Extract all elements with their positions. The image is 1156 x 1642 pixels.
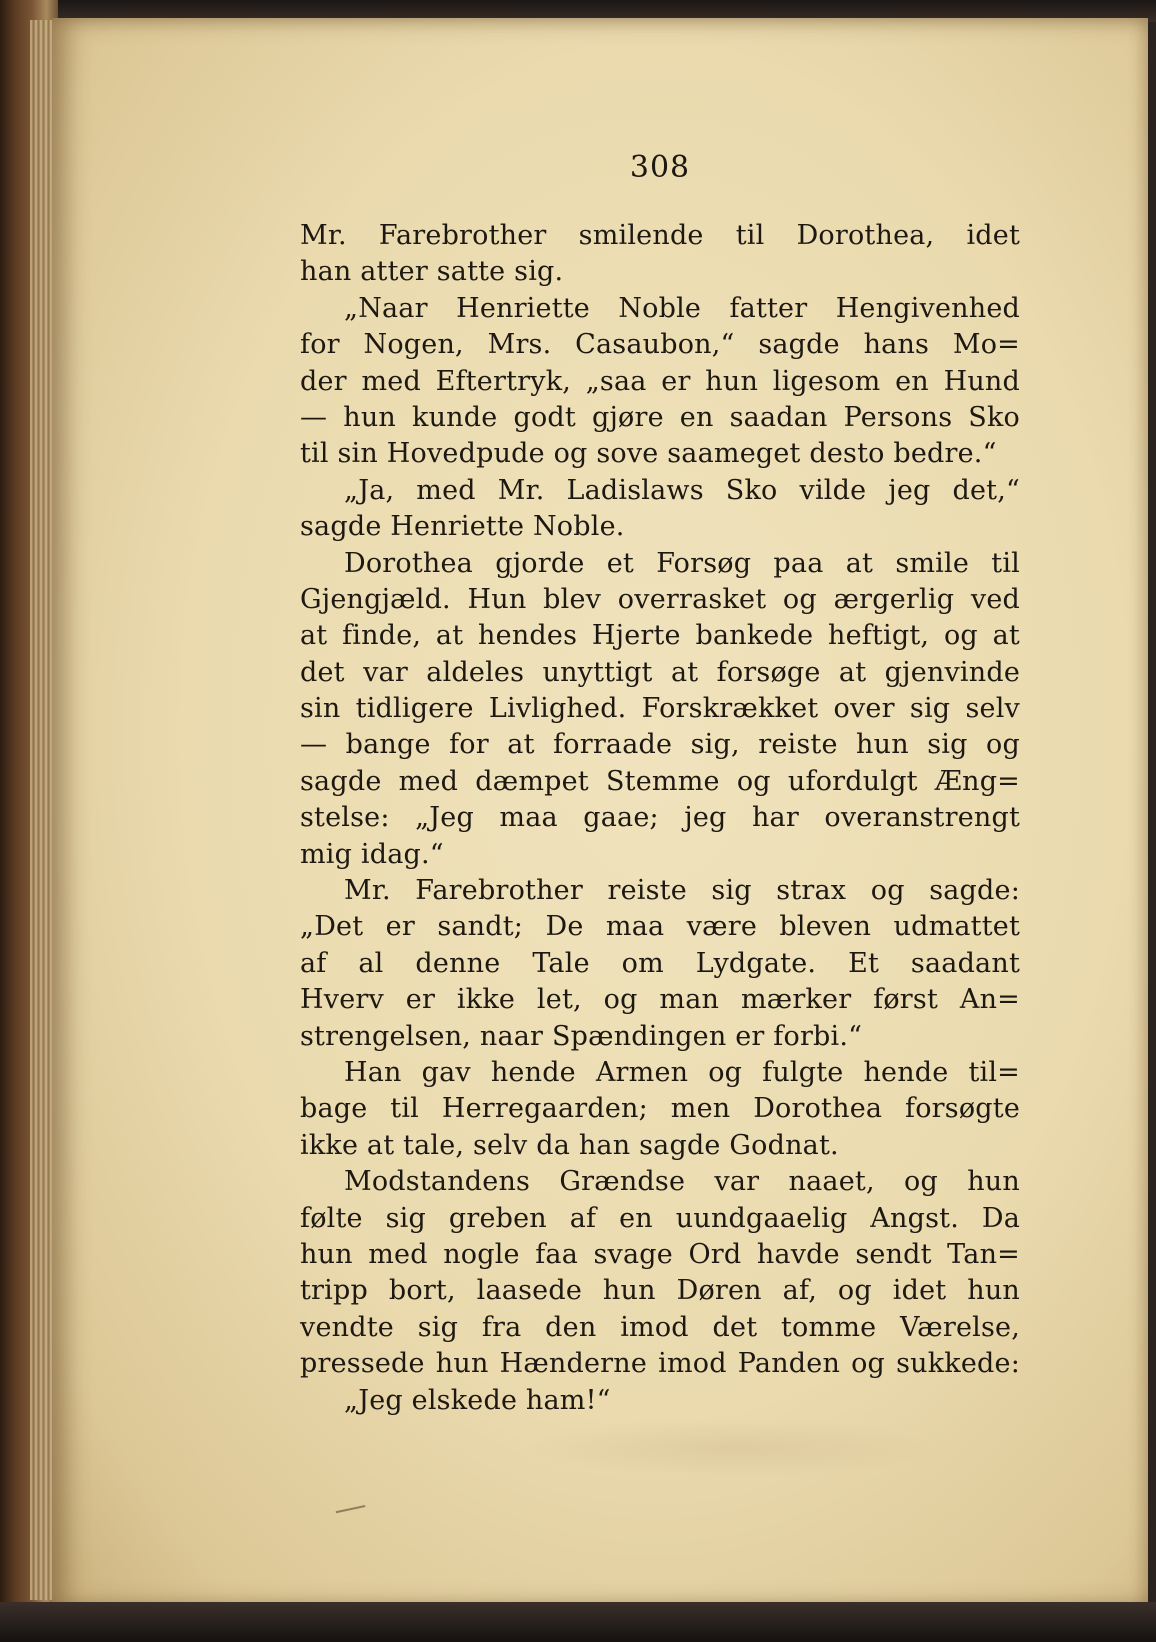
text-line: til sin Hovedpude og sove saameget desto bedre.“	[300, 438, 997, 470]
text-line: af al denne Tale om Lydgate. Et saadant	[300, 947, 1020, 979]
text-line: tripp bort, laasede hun Døren af, og idet hun	[300, 1275, 1020, 1307]
text-line: bage til Herregaarden; men Dorothea forsøgte	[300, 1093, 1020, 1125]
text-line: Mr. Farebrother reiste sig strax og sagde:	[344, 875, 1020, 907]
text-line: „Jeg elskede ham!“	[344, 1384, 611, 1416]
text-line: Dorothea gjorde et Forsøg paa at smile til	[344, 547, 1020, 579]
text-line: — bange for at forraade sig, reiste hun sig og	[300, 729, 1020, 761]
page-smudge	[522, 1418, 942, 1478]
text-line: ikke at tale, selv da han sagde Godnat.	[300, 1129, 839, 1161]
text-line: Han gav hende Armen og fulgte hende til=	[344, 1056, 1020, 1088]
text-line: sagde Henriette Noble.	[300, 511, 625, 543]
text-line: følte sig greben af en uundgaaelig Angst. Da	[300, 1202, 1020, 1234]
text-line: stelse: „Jeg maa gaae; jeg har overanstrengt	[300, 802, 1020, 834]
pencil-mark	[336, 1505, 369, 1527]
page-number: 308	[629, 150, 691, 185]
text-line: han atter satte sig.	[300, 256, 564, 288]
text-line: Mr. Farebrother smilende til Dorothea, idet	[300, 220, 1020, 251]
background-bottom-edge	[0, 1602, 1156, 1642]
text-line: Modstandens Grændse var naaet, og hun	[344, 1166, 1020, 1198]
text-line: Hverv er ikke let, og man mærker først An=	[300, 984, 1020, 1016]
text-line: — hun kunde godt gjøre en saadan Persons Sko	[300, 401, 1020, 433]
text-line: at finde, at hendes Hjerte bankede heftigt, og at	[300, 620, 1020, 652]
body-text	[300, 218, 1020, 1419]
text-line: der med Eftertryk, „saa er hun ligesom en Hund	[300, 365, 1020, 397]
text-line: sin tidligere Livlighed. Forskrækket over sig selv	[300, 693, 1020, 725]
text-line: for Nogen, Mrs. Casaubon,“ sagde hans Mo=	[300, 329, 1020, 361]
text-line: sagde med dæmpet Stemme og ufordulgt Æng=	[300, 765, 1020, 797]
text-line: „Naar Henriette Noble fatter Hengivenhed	[344, 292, 1020, 324]
text-line: det var aldeles unyttigt at forsøge at gjenvinde	[300, 656, 1020, 688]
text-line: „Det er sandt; De maa være bleven udmattet	[300, 911, 1020, 943]
text-line: Gjengjæld. Hun blev overrasket og ærgerlig ved	[300, 583, 1020, 615]
text-line: mig idag.“	[300, 838, 444, 870]
text-line: vendte sig fra den imod det tomme Værelse,	[300, 1311, 1020, 1343]
text-line: strengelsen, naar Spændingen er forbi.“	[300, 1020, 863, 1052]
text-line: hun med nogle faa svage Ord havde sendt Tan=	[300, 1238, 1020, 1270]
text-line: „Ja, med Mr. Ladislaws Sko vilde jeg det,“	[344, 474, 1020, 506]
text-line: pressede hun Hænderne imod Panden og sukkede:	[300, 1348, 1020, 1380]
